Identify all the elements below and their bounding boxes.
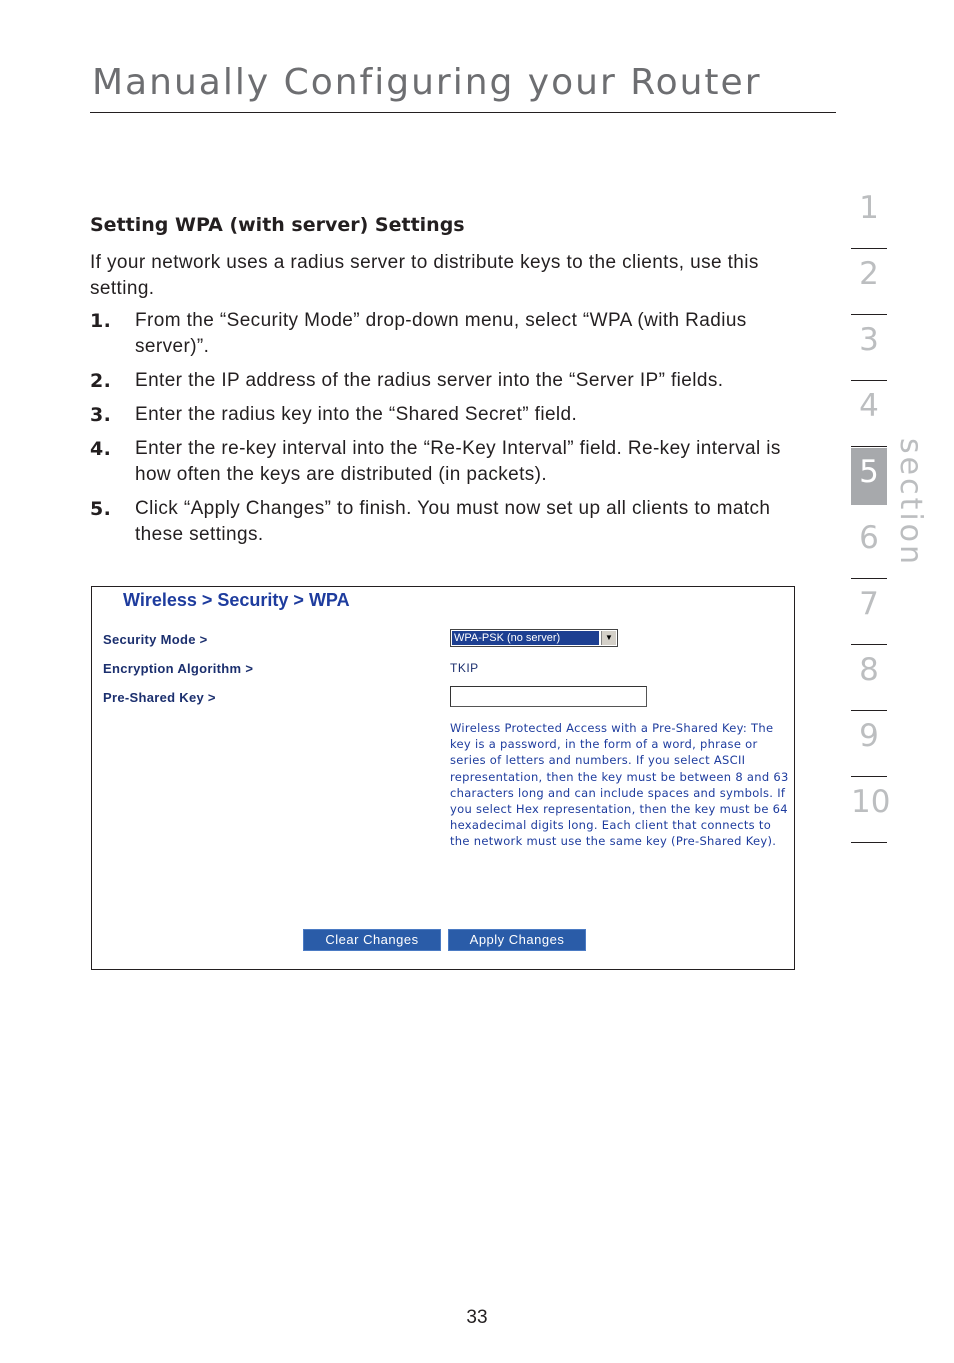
section-nav-item[interactable]: 3 xyxy=(851,316,887,381)
clear-changes-button[interactable]: Clear Changes xyxy=(303,929,441,951)
pre-shared-key-label: Pre-Shared Key > xyxy=(103,690,216,705)
step-item xyxy=(90,496,795,548)
pre-shared-key-input[interactable] xyxy=(450,686,647,707)
breadcrumb: Wireless > Security > WPA xyxy=(123,590,350,610)
section-nav-item[interactable]: 10 xyxy=(851,778,887,843)
step-text: From the “Security Mode” drop-down menu, select “WPA (with Radius server)”. xyxy=(135,310,747,357)
security-mode-selected-value: WPA-PSK (no server) xyxy=(452,631,599,645)
section-nav-item[interactable]: 4 xyxy=(851,382,887,447)
step-text: Click “Apply Changes” to finish. You must now set up all clients to match these settings. xyxy=(135,498,771,545)
section-nav-item[interactable]: 9 xyxy=(851,712,887,777)
step-number: 1. xyxy=(90,310,112,332)
section-nav-item[interactable]: 6 xyxy=(851,514,887,579)
page-number: 33 xyxy=(466,1307,488,1328)
title-rule xyxy=(90,112,836,113)
step-text: Enter the radius key into the “Shared Secret” field. xyxy=(135,404,578,425)
step-text: Enter the IP address of the radius server into the “Server IP” fields. xyxy=(135,370,724,391)
section-nav-item[interactable]: 2 xyxy=(851,250,887,315)
steps-list xyxy=(90,308,795,556)
section-nav-item[interactable]: 7 xyxy=(851,580,887,645)
step-text: Enter the re-key interval into the “Re-Key Interval” field. Re-key interval is how often the keys are distributed (in packets). xyxy=(135,438,781,485)
step-number: 4. xyxy=(90,438,112,460)
encryption-algorithm-label: Encryption Algorithm > xyxy=(103,661,254,676)
step-item xyxy=(90,368,795,394)
step-number: 3. xyxy=(90,404,112,426)
page-title: Manually Configuring your Router xyxy=(92,62,762,103)
section-subheading: Setting WPA (with server) Settings xyxy=(90,214,465,236)
step-item xyxy=(90,308,795,360)
section-nav xyxy=(851,184,891,844)
security-mode-select[interactable] xyxy=(450,629,618,647)
section-nav-item[interactable]: 1 xyxy=(851,184,887,249)
step-number: 5. xyxy=(90,498,112,520)
step-item xyxy=(90,436,795,488)
step-item xyxy=(90,402,795,428)
router-ui-screenshot xyxy=(91,586,795,970)
step-number: 2. xyxy=(90,370,112,392)
encryption-algorithm-value: TKIP xyxy=(450,661,479,675)
section-label: section xyxy=(893,438,928,568)
section-nav-item[interactable]: 8 xyxy=(851,646,887,711)
intro-paragraph: If your network uses a radius server to distribute keys to the clients, use this setting. xyxy=(90,252,759,299)
help-text: Wireless Protected Access with a Pre-Shared Key: The key is a password, in the form of a word, phrase or series of letters and numbers. If you select ASCII representation, then the key must be between 8 and 63 characters long and can include spaces and symbols. If you select Hex representation, then the key must be 64 hexadecimal digits long. Each client that connects to the network must use the same key (Pre-Shared Key). xyxy=(450,721,789,849)
security-mode-label: Security Mode > xyxy=(103,632,208,647)
section-nav-item-active[interactable]: 5 xyxy=(851,448,887,505)
apply-changes-button[interactable]: Apply Changes xyxy=(448,929,586,951)
chevron-down-icon[interactable]: ▼ xyxy=(601,631,616,645)
